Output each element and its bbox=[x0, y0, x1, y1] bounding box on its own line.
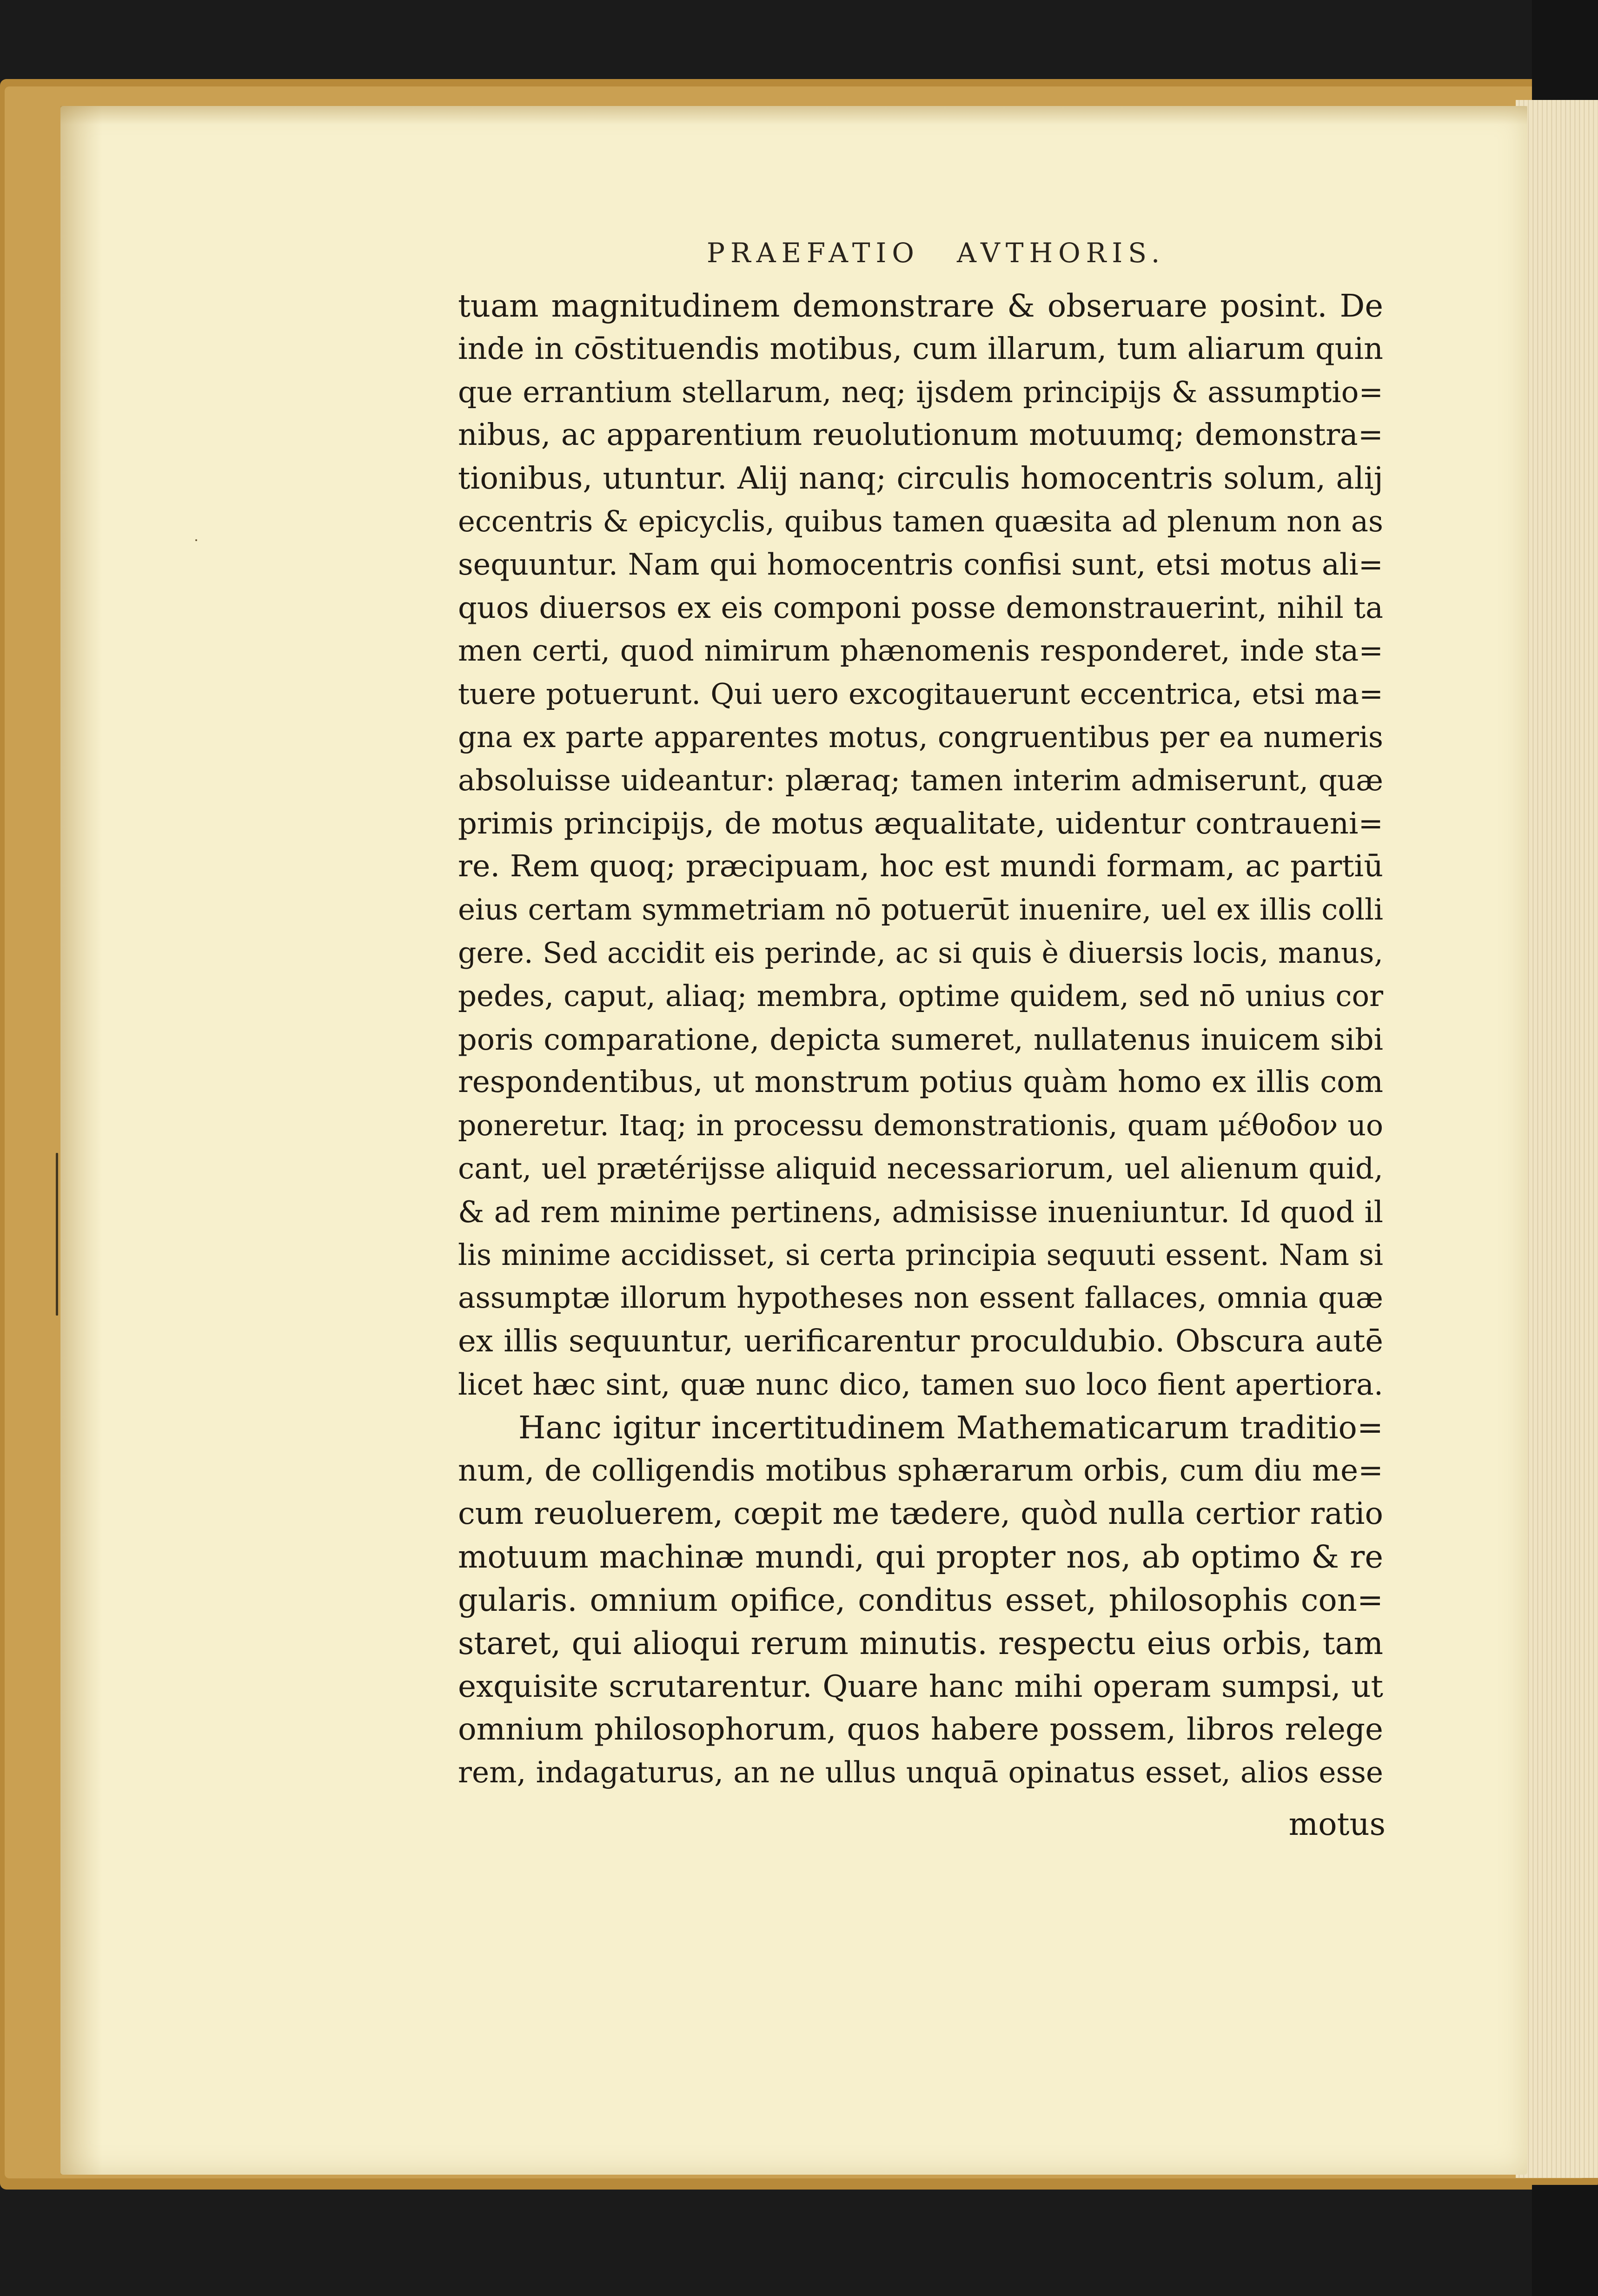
text-line: assumptæ illorum hypotheses non essent fallaces, omnia quæ bbox=[458, 1281, 1383, 1315]
text-line: ex illis sequuntur, uerificarentur proculdubio. Obscura autē bbox=[458, 1323, 1383, 1359]
running-head-part1: PRAEFATIO bbox=[707, 237, 920, 269]
text-line: gna ex parte apparentes motus, congruentibus per ea numeris bbox=[458, 720, 1383, 754]
text-line: eccentris & epicyclis, quibus tamen quæsita ad plenum non as bbox=[458, 504, 1383, 538]
text-line: gere. Sed accidit eis perinde, ac si quis è diuersis locis, manus, bbox=[458, 936, 1383, 970]
running-head-part2: AVTHORIS. bbox=[956, 237, 1166, 269]
body-text bbox=[458, 285, 1383, 1794]
text-line: motuum machinæ mundi, qui propter nos, ab optimo & re bbox=[458, 1539, 1383, 1575]
background-top-right bbox=[1532, 0, 1598, 100]
page-edges bbox=[1516, 100, 1598, 2178]
text-line: tuam magnitudinem demonstrare & obseruare posint. De bbox=[458, 288, 1383, 324]
text-line: poris comparatione, depicta sumeret, nullatenus inuicem sibi bbox=[458, 1022, 1383, 1057]
text-line: exquisite scrutarentur. Quare hanc mihi operam sumpsi, ut bbox=[458, 1668, 1383, 1704]
text-line: sequuntur. Nam qui homocentris confisi sunt, etsi motus ali= bbox=[458, 547, 1383, 582]
text-line-paragraph-start: Hanc igitur incertitudinem Mathematicarum traditio= bbox=[518, 1409, 1383, 1446]
page-top-shadow bbox=[60, 106, 1527, 125]
text-line: num, de colligendis motibus sphærarum orbis, cum diu me= bbox=[458, 1453, 1383, 1488]
text-line: lis minime accidisset, si certa principia sequuti essent. Nam si bbox=[458, 1237, 1383, 1272]
catchword: motus bbox=[1288, 1806, 1386, 1842]
text-line: primis principijs, de motus æqualitate, uidentur contraueni= bbox=[458, 806, 1383, 841]
text-line: respondentibus, ut monstrum potius quàm homo ex illis com bbox=[458, 1065, 1383, 1100]
background-bottom-right bbox=[1532, 2185, 1598, 2296]
text-line: omnium philosophorum, quos habere possem, libros relege bbox=[458, 1711, 1383, 1747]
text-line: staret, qui alioqui rerum minutis. respectu eius orbis, tam bbox=[458, 1625, 1383, 1661]
page-crease-mark bbox=[56, 1153, 58, 1316]
text-line: tuere potuerunt. Qui uero excogitauerunt eccentrica, etsi ma= bbox=[458, 677, 1383, 711]
text-line: & ad rem minime pertinens, admisisse inueniuntur. Id quod il bbox=[458, 1194, 1383, 1229]
text-line: tionibus, utuntur. Alij nanq; circulis homocentris solum, alij bbox=[458, 461, 1383, 496]
text-line: rem, indagaturus, an ne ullus unquā opinatus esset, alios esse bbox=[458, 1755, 1383, 1790]
text-line: cant, uel prætérijsse aliquid necessariorum, uel alienum quid, bbox=[458, 1151, 1383, 1185]
text-line: gularis. omnium opifice, conditus esset, philosophis con= bbox=[458, 1581, 1383, 1618]
text-line: nibus, ac apparentium reuolutionum motuumq; demonstra= bbox=[458, 417, 1383, 453]
text-line: re. Rem quoq; præcipuam, hoc est mundi formam, ac partiū bbox=[458, 849, 1383, 884]
running-head bbox=[707, 237, 1311, 269]
ink-speck bbox=[195, 539, 197, 541]
page-left-shadow bbox=[60, 106, 102, 2175]
text-line: licet hæc sint, quæ nunc dico, tamen suo loco fient apertiora. bbox=[458, 1367, 1383, 1402]
text-line: quos diuersos ex eis componi posse demonstrauerint, nihil ta bbox=[458, 590, 1383, 625]
text-line: cum reuoluerem, cœpit me tædere, quòd nulla certior ratio bbox=[458, 1496, 1383, 1532]
text-line: pedes, caput, aliaq; membra, optime quidem, sed nō unius cor bbox=[458, 979, 1383, 1013]
text-line: que errantium stellarum, neq; ijsdem principijs & assumptio= bbox=[458, 375, 1383, 409]
text-line: men certi, quod nimirum phænomenis responderet, inde sta= bbox=[458, 634, 1383, 668]
text-line: eius certam symmetriam nō potuerūt inuenire, uel ex illis colli bbox=[458, 893, 1383, 927]
text-line: inde in cōstituendis motibus, cum illarum, tum aliarum quin bbox=[458, 331, 1383, 366]
text-line: poneretur. Itaq; in processu demonstrationis, quam μέθοδον uo bbox=[458, 1109, 1383, 1143]
text-line: absoluisse uideantur: plæraq; tamen interim admiserunt, quæ bbox=[458, 763, 1383, 797]
